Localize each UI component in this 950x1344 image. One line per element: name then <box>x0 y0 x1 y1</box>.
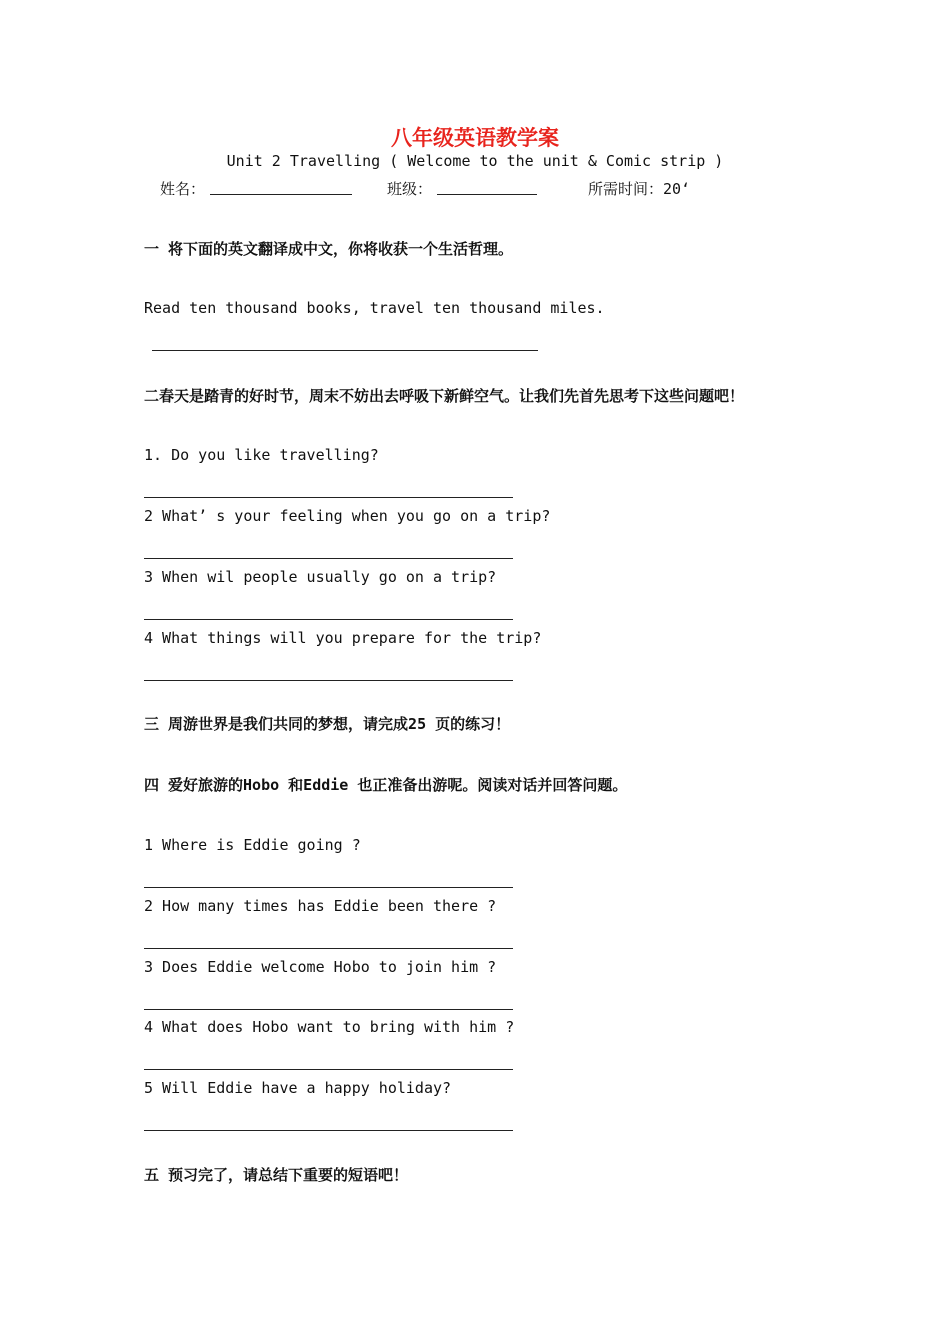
question-item: 4 What things will you prepare for the trip? <box>144 629 542 647</box>
time-label: 所需时间：20‘ <box>588 180 691 198</box>
question-item: 2 What’ s your feeling when you go on a trip? <box>144 507 551 525</box>
worksheet-title: 八年级英语教学案 <box>391 125 559 150</box>
question-item: 5 Will Eddie have a happy holiday? <box>144 1079 452 1097</box>
section2-heading: 二春天是踏青的好时节，周末不妨出去呼吸下新鲜空气。让我们先首先思考下这些问题吧！ <box>144 387 745 405</box>
answer-line[interactable] <box>144 497 513 498</box>
answer-line[interactable] <box>144 1069 513 1070</box>
class-label: 班级： <box>387 180 433 198</box>
answer-line[interactable] <box>144 1130 513 1131</box>
section4-heading: 四 爱好旅游的Hobo 和Eddie 也正准备出游呢。阅读对话并回答问题。 <box>144 776 628 794</box>
unit-subtitle: Unit 2 Travelling ( Welcome to the unit & Comic strip ) <box>226 152 724 170</box>
translation-answer-line[interactable] <box>152 350 538 351</box>
question-item: 2 How many times has Eddie been there ? <box>144 897 497 915</box>
question-item: 3 When wil people usually go on a trip? <box>144 568 497 586</box>
question-item: 4 What does Hobo want to bring with him ? <box>144 1018 515 1036</box>
name-label: 姓名： <box>160 180 206 198</box>
name-blank[interactable] <box>210 194 352 195</box>
answer-line[interactable] <box>144 1009 513 1010</box>
answer-line[interactable] <box>144 948 513 949</box>
answer-line[interactable] <box>144 887 513 888</box>
answer-line[interactable] <box>144 558 513 559</box>
section5-heading: 五 预习完了，请总结下重要的短语吧！ <box>144 1166 409 1184</box>
proverb-sentence: Read ten thousand books, travel ten thousand miles. <box>144 299 605 317</box>
question-item: 1. Do you like travelling? <box>144 446 379 464</box>
question-item: 1 Where is Eddie going ? <box>144 836 361 854</box>
section3-heading: 三 周游世界是我们共同的梦想，请完成25 页的练习！ <box>144 715 511 733</box>
section1-heading: 一 将下面的英文翻译成中文，你将收获一个生活哲理。 <box>144 240 514 258</box>
class-blank[interactable] <box>437 194 537 195</box>
answer-line[interactable] <box>144 680 513 681</box>
answer-line[interactable] <box>144 619 513 620</box>
question-item: 3 Does Eddie welcome Hobo to join him ? <box>144 958 497 976</box>
